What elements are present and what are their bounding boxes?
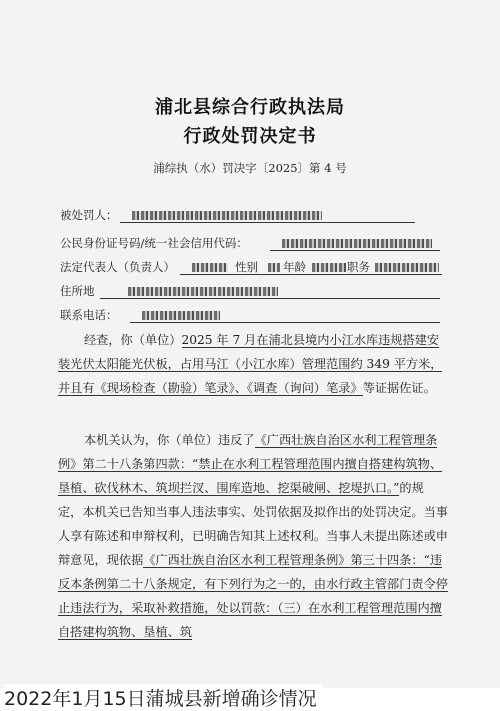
body-paragraph-2 [58, 428, 448, 644]
rep-redacted [192, 263, 228, 272]
phone-label: 联系电话： [60, 308, 118, 322]
rep-label: 法定代表人（负责人） [60, 260, 175, 274]
job-redacted [375, 263, 439, 272]
party-label: 被处罚人： [60, 208, 118, 222]
para2-intro: 本机关认为，你（单位）违反了 [84, 433, 255, 447]
id-redacted [282, 239, 432, 248]
age-redacted [312, 263, 346, 272]
id-label: 公民身份证号码/统一社会信用代码： [60, 236, 248, 250]
age-label: 年龄 [283, 260, 306, 274]
party-underline [120, 222, 415, 223]
job-label: 职务 [347, 260, 370, 274]
rep-underline [180, 274, 442, 275]
address-redacted [128, 287, 278, 296]
issuer-title: 浦北县综合行政执法局 [155, 97, 345, 118]
id-underline [270, 250, 440, 251]
para2-violated-rule: 《广西壮族自治区水利工程管理条例》第二十八条第四款：“禁止在水利工程管理范围内擅自搭建构筑物、垦植、砍伐林木、筑坝拦汊、围库造地、挖渠破闸、挖堤扒口。” [58, 433, 443, 495]
gender-label: 性别 [235, 260, 258, 274]
address-label: 住所地 [60, 284, 95, 298]
party-redacted [132, 211, 322, 220]
image-caption: 2022年1月15日蒲城县新增确诊情况 [4, 684, 323, 711]
para1-intro: 经查，你（单位） [84, 333, 182, 347]
para2-penalty-basis: 《广西壮族自治区水利工程管理条例》第三十四条：“违反本条例第二十八条规定，有下列行为之一的，由水行政主管部门责令停止违法行为，采取补救措施，处以罚款：（三）在水利工程管理范围内擅自搭建构筑物、垦植、筑 [58, 553, 448, 639]
para1-facts: 2025 年 7 月在浦北县境内小江水库违规搭建安装光伏太阳能光伏板，占用马江（小江水库）管理范围约 349 平方米，并且有《现场检查（勘验）笔录》、《调查（询问）笔录》 [58, 333, 443, 395]
gender-redacted [268, 263, 280, 272]
document-title: 行政处罚决定书 [183, 126, 317, 147]
phone-underline [130, 322, 440, 323]
phone-redacted [142, 311, 220, 320]
body-paragraph-1 [58, 328, 448, 400]
document-number: 浦综执（水）罚决字〔2025〕第 4 号 [153, 161, 347, 175]
para2-notice: 的规定，本机关已告知当事人违法事实、处罚依据及拟作出的处罚决定。当事人享有陈述和申辩权利，已明确告知其上述权利。当事人未提出陈述或申辩意见，现依据 [58, 481, 448, 567]
para1-evidence: 等证据佐证。 [362, 381, 436, 395]
address-underline [100, 298, 440, 299]
